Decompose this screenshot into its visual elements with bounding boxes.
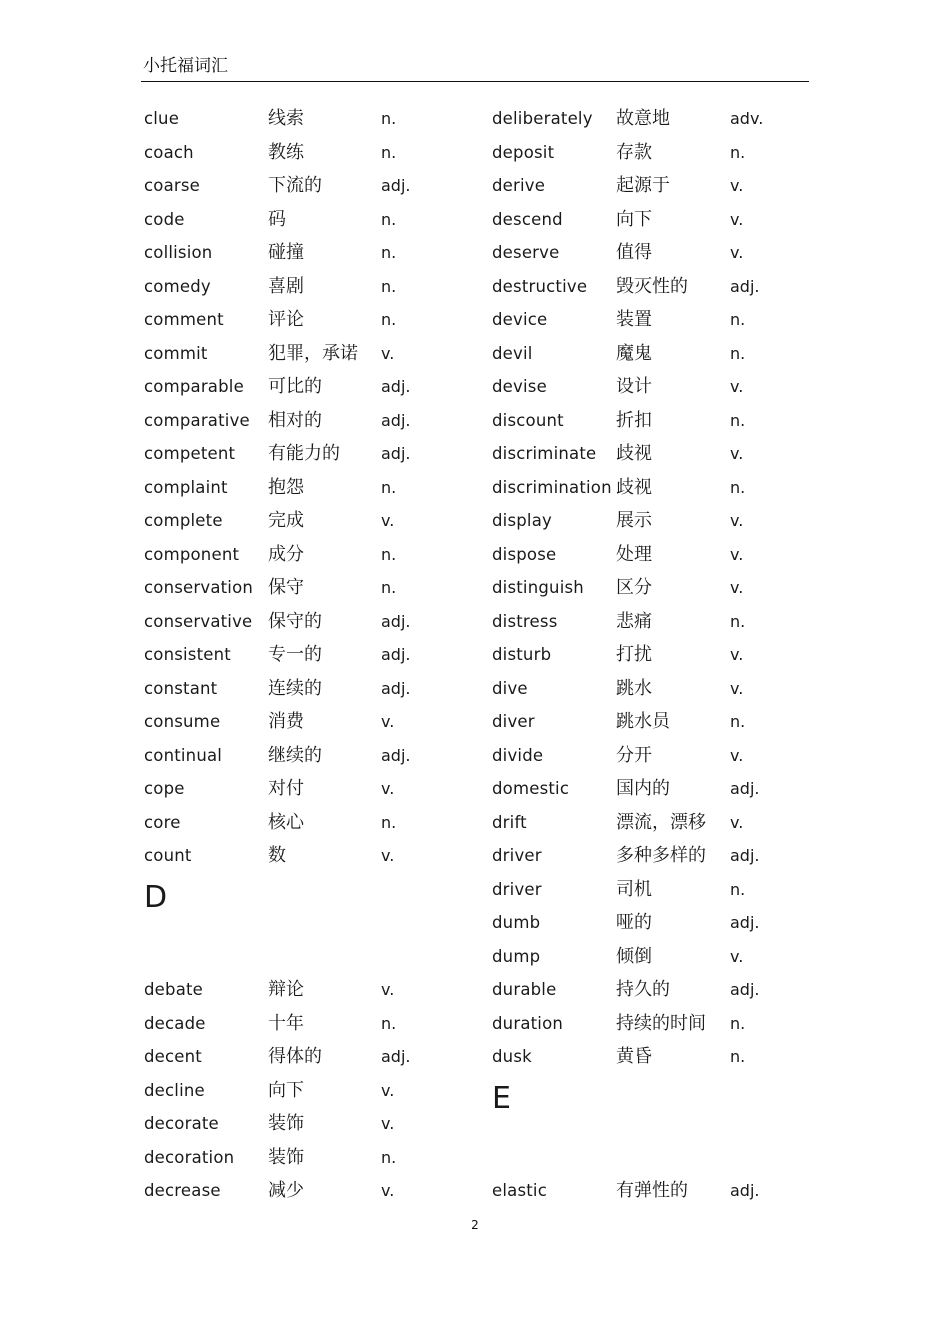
vocab-word: count [144,846,192,865]
vocab-meaning: 值得 [616,242,652,263]
vocab-word: destructive [492,276,588,296]
vocab-word: cope [144,779,185,798]
vocab-part-of-speech: n. [381,578,397,597]
vocab-meaning: 评论 [268,309,304,330]
vocab-part-of-speech: n. [730,343,746,363]
section-letter: D [144,879,168,915]
vocab-meaning: 国内的 [616,778,670,799]
vocab-meaning: 下流的 [268,175,322,196]
vocab-part-of-speech: v. [730,176,744,195]
vocab-word: conservation [144,578,254,597]
vocab-meaning: 司机 [616,878,652,900]
vocab-part-of-speech: v. [730,678,744,698]
vocab-word: deliberately [492,109,593,128]
vocab-meaning: 歧视 [616,476,652,498]
vocab-part-of-speech: v. [381,1080,395,1100]
vocab-part-of-speech: adj. [381,745,411,765]
vocab-word: comparable [144,377,244,396]
section-letter: E [492,1080,511,1116]
vocab-word: code [144,209,185,229]
vocab-part-of-speech: v. [730,377,744,396]
vocab-meaning: 悲痛 [616,610,652,632]
vocab-meaning: 有弹性的 [616,1180,688,1201]
vocab-part-of-speech: adj. [730,980,760,999]
vocab-part-of-speech: n. [730,142,746,162]
vocab-word: continual [144,745,223,765]
vocab-part-of-speech: n. [381,209,397,229]
vocab-meaning: 码 [268,208,286,230]
vocab-word: display [492,511,552,530]
vocab-part-of-speech: adj. [381,377,411,396]
vocab-part-of-speech: n. [381,310,397,329]
vocab-part-of-speech: n. [730,477,746,497]
vocab-word: discount [492,410,564,430]
vocab-meaning: 专一的 [268,644,322,665]
vocab-meaning: 核心 [268,811,304,833]
vocab-part-of-speech: v. [730,946,744,966]
vocab-word: complete [144,511,223,530]
vocab-word: distinguish [492,578,584,597]
vocab-word: drift [492,812,527,832]
vocab-part-of-speech: v. [381,980,395,999]
vocab-part-of-speech: n. [730,310,746,329]
vocab-meaning: 起源于 [616,175,670,196]
vocab-word: decorate [144,1114,219,1133]
vocab-part-of-speech: adv. [730,109,764,128]
vocab-part-of-speech: n. [381,109,397,128]
vocab-part-of-speech: v. [730,444,744,463]
vocab-word: dusk [492,1047,532,1066]
vocab-meaning: 辩论 [268,979,304,1000]
vocab-part-of-speech: adj. [381,410,411,430]
vocab-part-of-speech: n. [730,712,746,731]
vocab-meaning: 抱怨 [268,476,304,498]
vocab-meaning: 对付 [268,778,304,799]
vocab-meaning: 数 [268,845,286,866]
vocab-word: disturb [492,645,552,664]
vocab-meaning: 跳水 [616,677,652,699]
vocab-part-of-speech: v. [381,1114,395,1133]
vocab-meaning: 故意地 [616,108,670,129]
vocab-word: coarse [144,176,201,195]
vocab-word: discriminate [492,444,597,463]
vocab-part-of-speech: adj. [381,176,411,195]
vocab-word: distress [492,611,558,631]
vocab-meaning: 设计 [616,376,652,397]
vocab-meaning: 持续的时间 [616,1012,706,1034]
vocab-word: decline [144,1080,205,1100]
vocab-meaning: 向下 [268,1079,304,1101]
vocab-word: clue [144,109,180,128]
vocab-word: dump [492,946,541,966]
vocab-word: comedy [144,276,211,296]
vocab-word: devise [492,377,547,396]
vocab-word: dumb [492,913,541,932]
vocab-meaning: 毁灭性的 [616,275,688,297]
vocab-meaning: 持久的 [616,979,670,1000]
vocab-part-of-speech: v. [730,645,744,664]
vocab-meaning: 装置 [616,309,652,330]
vocab-word: diver [492,712,535,731]
vocab-part-of-speech: n. [381,142,397,162]
vocab-word: debate [144,980,204,999]
vocab-meaning: 教练 [268,141,304,163]
vocab-meaning: 相对的 [268,409,322,431]
vocab-meaning: 碰撞 [268,242,304,263]
vocab-meaning: 处理 [616,543,652,565]
vocab-word: conservative [144,611,253,631]
vocab-meaning: 黄昏 [616,1046,652,1067]
vocab-part-of-speech: v. [381,779,395,798]
vocab-word: collision [144,243,213,262]
vocab-part-of-speech: adj. [381,1047,411,1066]
vocab-word: deserve [492,243,560,262]
vocab-word: core [144,812,181,832]
vocab-part-of-speech: v. [730,209,744,229]
vocab-word: constant [144,678,218,698]
vocab-word: driver [492,846,542,865]
vocab-part-of-speech: n. [381,1147,397,1167]
vocab-meaning: 十年 [268,1012,304,1034]
vocab-part-of-speech: n. [381,276,397,296]
vocab-part-of-speech: n. [381,812,397,832]
vocab-meaning: 分开 [616,744,652,766]
vocab-meaning: 成分 [268,543,304,565]
vocab-meaning: 有能力的 [268,443,340,464]
vocab-part-of-speech: adj. [730,1181,760,1200]
vocab-meaning: 展示 [616,510,652,531]
vocab-meaning: 折扣 [616,409,652,431]
vocab-word: consume [144,712,221,731]
vocab-part-of-speech: v. [381,343,395,363]
vocab-word: descend [492,209,563,229]
vocab-meaning: 存款 [616,141,652,163]
vocab-part-of-speech: v. [730,578,744,597]
vocab-part-of-speech: n. [381,477,397,497]
vocab-word: component [144,544,240,564]
vocab-word: consistent [144,645,231,664]
vocab-part-of-speech: v. [730,511,744,530]
vocab-meaning: 犯罪，承诺 [268,342,358,364]
vocab-part-of-speech: n. [730,410,746,430]
vocab-part-of-speech: v. [381,511,395,530]
vocab-word: durable [492,980,557,999]
vocab-part-of-speech: adj. [381,611,411,631]
vocab-word: device [492,310,548,329]
vocab-part-of-speech: v. [381,1181,395,1200]
vocab-part-of-speech: v. [730,745,744,765]
vocab-meaning: 线索 [268,108,304,129]
vocab-meaning: 保守的 [268,610,322,632]
vocab-meaning: 倾倒 [616,945,652,967]
header-title: 小托福词汇 [143,56,228,76]
vocab-word: decrease [144,1181,221,1200]
vocab-word: deposit [492,142,555,162]
vocab-word: divide [492,745,544,765]
vocab-part-of-speech: adj. [730,913,760,932]
vocab-meaning: 喜剧 [268,275,304,297]
vocab-part-of-speech: n. [381,1013,397,1033]
vocab-word: comparative [144,410,250,430]
vocab-part-of-speech: adj. [381,678,411,698]
vocab-meaning: 完成 [268,510,304,531]
vocab-word: devil [492,343,533,363]
vocab-part-of-speech: v. [381,712,395,731]
vocab-meaning: 漂流，漂移 [616,811,706,833]
vocab-word: driver [492,879,542,899]
vocab-meaning: 连续的 [268,677,322,699]
page-number: 2 [471,1218,479,1232]
vocab-word: duration [492,1013,564,1033]
vocab-word: comment [144,310,224,329]
vocab-part-of-speech: n. [381,544,397,564]
vocab-part-of-speech: n. [381,243,397,262]
vocab-word: complaint [144,477,228,497]
vocab-word: elastic [492,1181,547,1200]
vocab-part-of-speech: adj. [381,444,411,463]
vocab-meaning: 继续的 [268,744,322,766]
vocab-meaning: 歧视 [616,443,652,464]
vocab-part-of-speech: v. [730,243,744,262]
vocab-meaning: 得体的 [268,1046,322,1067]
vocab-word: dive [492,678,528,698]
vocab-word: decent [144,1047,202,1066]
vocab-part-of-speech: v. [730,544,744,564]
vocab-meaning: 跳水员 [616,711,670,732]
vocab-word: derive [492,176,546,195]
vocab-word: competent [144,444,236,463]
vocab-word: decade [144,1013,206,1033]
vocab-word: dispose [492,544,557,564]
vocab-word: domestic [492,779,570,798]
vocab-meaning: 保守 [268,577,304,598]
vocab-meaning: 装饰 [268,1146,304,1168]
vocab-meaning: 可比的 [268,376,322,397]
vocab-meaning: 打扰 [616,644,652,665]
vocab-part-of-speech: n. [730,611,746,631]
vocab-part-of-speech: v. [381,846,395,865]
vocab-meaning: 魔鬼 [616,342,652,364]
header-divider [141,81,809,82]
vocab-meaning: 减少 [268,1180,304,1201]
vocab-meaning: 区分 [616,577,652,598]
vocab-meaning: 装饰 [268,1113,304,1134]
vocab-word: commit [144,343,208,363]
vocab-part-of-speech: n. [730,1013,746,1033]
vocab-part-of-speech: n. [730,1047,746,1066]
vocab-word: decoration [144,1147,235,1167]
vocab-part-of-speech: adj. [381,645,411,664]
vocab-part-of-speech: v. [730,812,744,832]
vocab-meaning: 哑的 [616,912,652,933]
vocab-word: coach [144,142,194,162]
vocab-meaning: 消费 [268,711,304,732]
vocab-part-of-speech: adj. [730,846,760,865]
vocab-part-of-speech: adj. [730,779,760,798]
vocab-meaning: 向下 [616,208,652,230]
vocab-part-of-speech: adj. [730,276,760,296]
vocab-part-of-speech: n. [730,879,746,899]
vocab-word: discrimination [492,477,612,497]
vocab-meaning: 多种多样的 [616,845,706,866]
